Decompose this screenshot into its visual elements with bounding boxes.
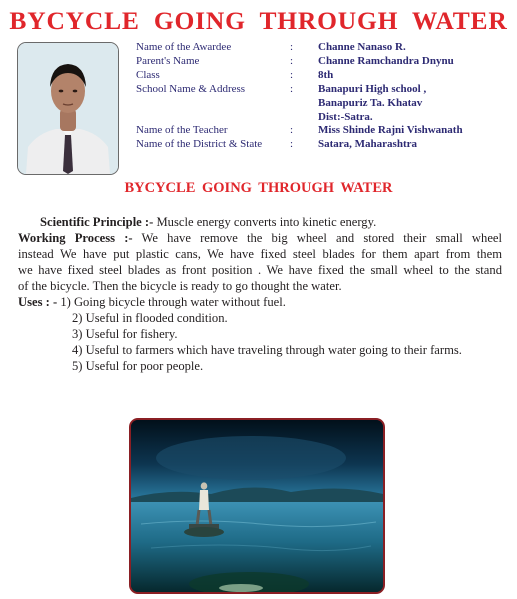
detail-colon: : <box>290 69 294 81</box>
detail-colon: : <box>290 124 294 136</box>
detail-colon: : <box>290 83 294 95</box>
detail-colon: : <box>290 55 294 67</box>
detail-value-school-line1: Banapuri High school , <box>318 83 427 95</box>
detail-value-district: Satara, Maharashtra <box>318 138 417 150</box>
detail-value-awardee: Channe Nanaso R. <box>318 41 406 53</box>
detail-value-school-line3: Dist:-Satra. <box>318 111 373 123</box>
page-title: BYCYCLE GOING THROUGH WATER <box>9 6 508 35</box>
section-heading: BYCYCLE GOING THROUGH WATER <box>124 180 393 196</box>
project-description <box>18 214 502 374</box>
detail-value-class: 8th <box>318 69 334 81</box>
process-line: Working Process :- We have remove the big wheel and stored their small wheel <box>18 231 503 245</box>
scientific-principle <box>18 214 502 230</box>
detail-colon: : <box>290 41 294 53</box>
water-bicycle-photo <box>131 420 383 592</box>
detail-label-school: School Name & Address <box>136 83 246 95</box>
detail-colon: : <box>290 138 294 150</box>
principle-label: Scientific Principle :- <box>40 215 154 229</box>
uses <box>18 294 502 310</box>
awardee-photo <box>17 42 119 175</box>
detail-value-school-line2: Banapuriz Ta. Khatav <box>318 97 423 109</box>
process-line: of the bicycle. Then the bicycle is ready to go thought the water. <box>18 279 342 293</box>
detail-value-teacher: Miss Shinde Rajni Vishwanath <box>318 124 463 136</box>
uses-item: 3) Useful for fishery. <box>72 327 178 341</box>
detail-label-district: Name of the District & State <box>136 138 263 150</box>
uses-item: 2) Useful in flooded condition. <box>72 311 228 325</box>
principle-text: Muscle energy converts into kinetic energy. <box>153 215 377 229</box>
process-line: we have fixed steel blades as front position . We have fixed the small wheel to the stand <box>18 263 502 277</box>
detail-label-parent: Parent's Name <box>136 55 200 67</box>
detail-label-class: Class <box>136 69 160 81</box>
uses-item: 1) Going bicycle through water without fuel. <box>57 295 286 309</box>
uses-item: 5) Useful for poor people. <box>72 359 204 373</box>
process-line: instead We have put plastic cans, We have fixed steel blades for them apart from them <box>18 247 502 261</box>
working-process <box>18 230 502 294</box>
detail-label-teacher: Name of the Teacher <box>136 124 228 136</box>
process-label: Working Process :- <box>18 231 133 245</box>
uses-label: Uses : - <box>18 295 58 309</box>
detail-label-awardee: Name of the Awardee <box>136 41 232 53</box>
detail-value-parent: Channe Ramchandra Dnynu <box>318 55 454 67</box>
portrait-illustration <box>18 43 118 174</box>
uses-item: 4) Useful to farmers which have traveling through water going to their farms. <box>72 343 462 357</box>
project-photo <box>129 418 385 594</box>
